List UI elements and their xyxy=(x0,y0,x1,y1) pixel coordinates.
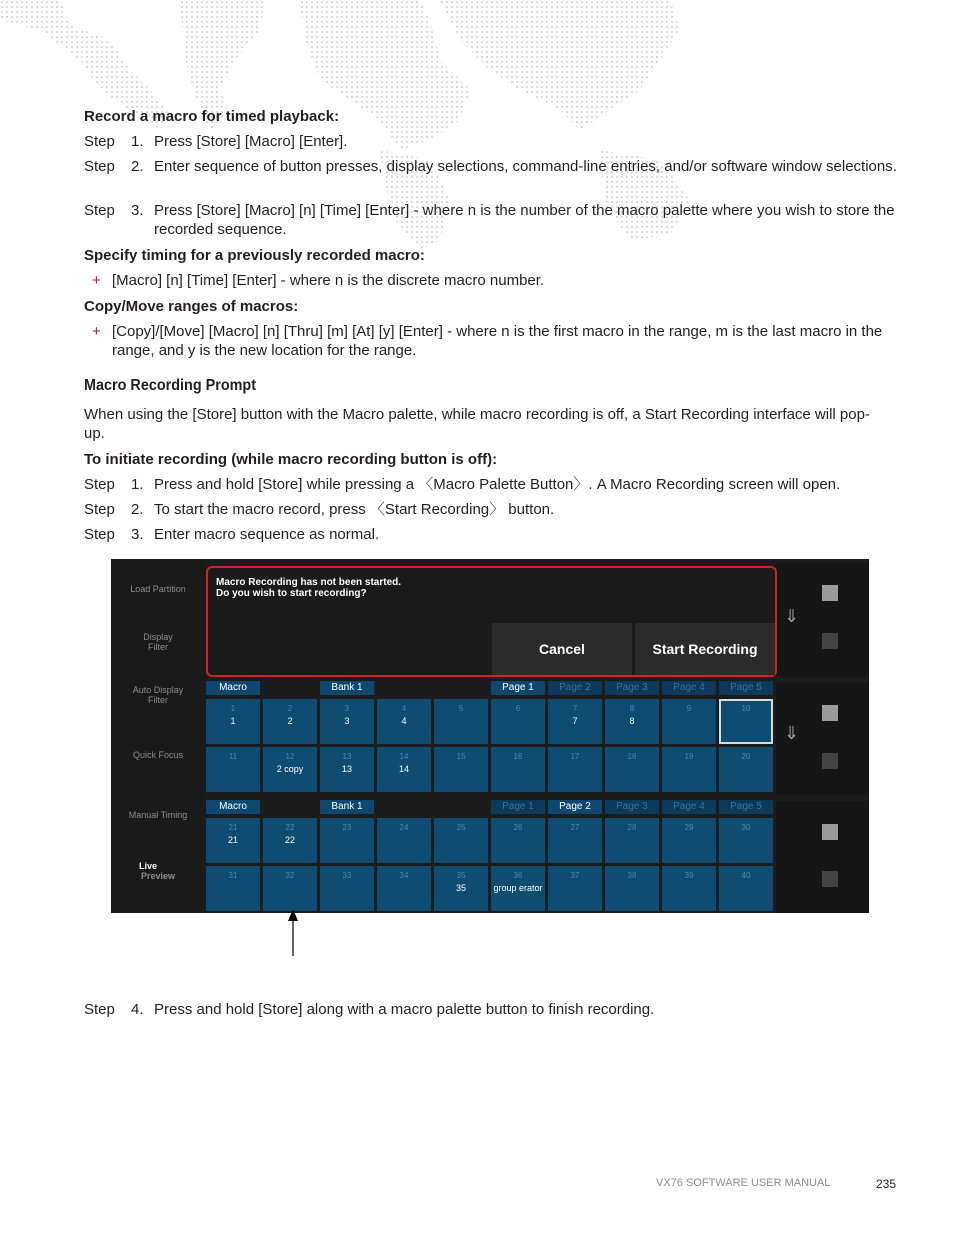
tile-number: 31 xyxy=(228,871,238,880)
section-title-macro-recording-prompt: Macro Recording Prompt xyxy=(84,377,257,394)
tile-number: 12 xyxy=(285,752,295,761)
tile-number: 26 xyxy=(513,823,523,832)
page-tab-5[interactable]: Page 5 xyxy=(719,681,773,695)
tile-label: 2 xyxy=(287,716,293,726)
macro-tile-32[interactable] xyxy=(263,866,317,911)
macro-tile-27[interactable] xyxy=(548,818,602,863)
tile-label: 14 xyxy=(398,764,409,774)
tile-label: group erator xyxy=(493,883,543,893)
macro-tile-30[interactable] xyxy=(719,818,773,863)
tile-number: 7 xyxy=(572,704,578,713)
macro-tile-20[interactable] xyxy=(719,747,773,792)
tile-number: 36 xyxy=(513,871,523,880)
macro-tile-14[interactable] xyxy=(377,747,431,792)
tile-label: 4 xyxy=(401,716,407,726)
page-tab-3[interactable]: Page 3 xyxy=(605,681,659,695)
footer-manual-title: VX76 SOFTWARE USER MANUAL xyxy=(656,1177,831,1189)
macro-tile-2[interactable] xyxy=(263,699,317,744)
macro-tile-17[interactable] xyxy=(548,747,602,792)
tile-number: 17 xyxy=(570,752,580,761)
right-panel-top xyxy=(776,562,869,677)
cancel-button[interactable]: Cancel xyxy=(492,623,632,675)
macro-tab[interactable]: Macro xyxy=(206,681,260,695)
macro-tile-13[interactable] xyxy=(320,747,374,792)
macro-tile-1[interactable] xyxy=(206,699,260,744)
macro-tile-33[interactable] xyxy=(320,866,374,911)
macro-tile-11[interactable] xyxy=(206,747,260,792)
square-button-dim[interactable] xyxy=(822,633,838,649)
macro-tile-18[interactable] xyxy=(605,747,659,792)
tile-number: 15 xyxy=(456,752,466,761)
step-number: 3. xyxy=(131,202,144,219)
tile-number: 24 xyxy=(399,823,409,832)
tile-label: 22 xyxy=(284,835,295,845)
macro-tile-29[interactable] xyxy=(662,818,716,863)
step-number: 4. xyxy=(131,1001,144,1018)
tile-number: 11 xyxy=(228,752,238,761)
dialog-line-2: Do you wish to start recording? xyxy=(216,588,367,599)
dialog-message xyxy=(216,577,401,599)
tile-label: 13 xyxy=(341,764,352,774)
tile-number: 29 xyxy=(684,823,694,832)
macro-tile-10[interactable] xyxy=(719,699,773,744)
step-label: Step xyxy=(84,202,115,219)
tile-number: 30 xyxy=(741,823,751,832)
macro-tile-35[interactable] xyxy=(434,866,488,911)
page-number: 235 xyxy=(876,1177,897,1191)
page-tab-2[interactable]: Page 2 xyxy=(548,681,602,695)
intro-paragraph: When using the [Store] button with the Macro palette, while macro recording is off, a Start Recording interface will pop-up. xyxy=(84,406,870,442)
page-tab-4[interactable]: Page 4 xyxy=(662,800,716,814)
step-text: Enter macro sequence as normal. xyxy=(154,526,380,543)
square-button[interactable] xyxy=(822,705,838,721)
tile-number: 34 xyxy=(399,871,409,880)
sidebar xyxy=(111,559,205,913)
page-tab-1[interactable]: Page 1 xyxy=(491,681,545,695)
tile-number: 13 xyxy=(342,752,352,761)
arrow-down-icon[interactable]: ⇓ xyxy=(784,606,800,626)
tile-number: 22 xyxy=(285,823,295,832)
macro-tile-40[interactable] xyxy=(719,866,773,911)
tile-number: 38 xyxy=(627,871,637,880)
macro-tile-19[interactable] xyxy=(662,747,716,792)
section-heading-copy-move: Copy/Move ranges of macros: xyxy=(84,298,299,315)
sidebar-item-display-filter[interactable]: Display Filter xyxy=(143,632,173,652)
tile-number: 20 xyxy=(741,752,751,761)
step-text: Press [Store] [Macro] [n] [Time] [Enter] - where n is the number of the macro palette where you wish to store the recorded sequence. xyxy=(154,202,895,238)
tile-number: 32 xyxy=(285,871,295,880)
subheading-initiate: To initiate recording (while macro recording button is off): xyxy=(84,451,498,468)
macro-tile-7[interactable] xyxy=(548,699,602,744)
square-button[interactable] xyxy=(822,824,838,840)
page-tab-4[interactable]: Page 4 xyxy=(662,681,716,695)
macro-tile-28[interactable] xyxy=(605,818,659,863)
macro-recording-screenshot xyxy=(111,559,869,913)
macro-tile-39[interactable] xyxy=(662,866,716,911)
macro-tile-37[interactable] xyxy=(548,866,602,911)
tile-number: 25 xyxy=(456,823,466,832)
right-panel-bottom xyxy=(776,801,869,913)
bank-tab[interactable]: Bank 1 xyxy=(320,800,374,814)
section-heading-timing: Specify timing for a previously recorded macro: xyxy=(84,247,425,264)
tile-number: 9 xyxy=(686,704,692,713)
sidebar-item-quick-focus[interactable]: Quick Focus xyxy=(132,750,183,760)
step-number: 1. xyxy=(131,133,144,150)
tile-label: 1 xyxy=(230,716,236,726)
square-button[interactable] xyxy=(822,585,838,601)
square-button-dim[interactable] xyxy=(822,871,838,887)
macro-tile-31[interactable] xyxy=(206,866,260,911)
step-number: 2. xyxy=(131,158,144,175)
plus-icon: + xyxy=(92,323,101,340)
preview-label[interactable]: Preview xyxy=(140,871,176,881)
step-number: 2. xyxy=(131,501,144,518)
section-heading-record: Record a macro for timed playback: xyxy=(84,108,340,125)
bullet-text: [Copy]/[Move] [Macro] [n] [Thru] [m] [At] [y] [Enter] - where n is the first macro in the range, m is the last macro in the range, and y is the new location for the range. xyxy=(112,323,883,359)
macro-tile-38[interactable] xyxy=(605,866,659,911)
tile-number: 33 xyxy=(342,871,352,880)
tile-label: 35 xyxy=(455,883,466,893)
macro-tab[interactable]: Macro xyxy=(206,800,260,814)
callout-arrow xyxy=(283,908,303,958)
macro-tile-25[interactable] xyxy=(434,818,488,863)
tile-number: 1 xyxy=(230,704,236,713)
live-label[interactable]: Live xyxy=(138,861,157,871)
square-button-dim[interactable] xyxy=(822,753,838,769)
step-text: Enter sequence of button presses, display selections, command-line entries, and/or software window selections. xyxy=(154,158,897,175)
sidebar-item-manual-timing[interactable]: Manual Timing xyxy=(128,810,188,820)
macro-tile-21[interactable] xyxy=(206,818,260,863)
macro-tile-15[interactable] xyxy=(434,747,488,792)
macro-tile-26[interactable] xyxy=(491,818,545,863)
tile-label: 2 copy xyxy=(276,764,304,774)
step-text: Press and hold [Store] along with a macro palette button to finish recording. xyxy=(154,1001,655,1018)
sidebar-item-auto-display-filter[interactable]: Auto Display Filter xyxy=(132,685,184,705)
macro-tile-22[interactable] xyxy=(263,818,317,863)
page-tab-5[interactable]: Page 5 xyxy=(719,800,773,814)
tile-number: 39 xyxy=(684,871,694,880)
step-label: Step xyxy=(84,133,115,150)
bullet-text: [Macro] [n] [Time] [Enter] - where n is the discrete macro number. xyxy=(112,272,545,289)
tile-number: 27 xyxy=(570,823,580,832)
step-label: Step xyxy=(84,501,115,518)
tile-number: 28 xyxy=(627,823,637,832)
arrow-down-icon[interactable]: ⇓ xyxy=(784,723,800,743)
tile-number: 37 xyxy=(570,871,580,880)
tile-number: 35 xyxy=(456,871,466,880)
tile-number: 6 xyxy=(515,704,521,713)
sidebar-item-load-partition[interactable]: Load Partition xyxy=(130,584,186,594)
macro-recording-dialog xyxy=(206,566,777,677)
tile-number: 3 xyxy=(344,704,350,713)
tile-number: 40 xyxy=(741,871,751,880)
tile-number: 5 xyxy=(458,704,464,713)
macro-tile-3[interactable] xyxy=(320,699,374,744)
macro-tile-5[interactable] xyxy=(434,699,488,744)
step-label: Step xyxy=(84,1001,115,1018)
macro-tile-6[interactable] xyxy=(491,699,545,744)
tile-number: 21 xyxy=(228,823,238,832)
step-text: Press [Store] [Macro] [Enter]. xyxy=(154,133,348,150)
bank-tab[interactable]: Bank 1 xyxy=(320,681,374,695)
tile-label: 8 xyxy=(629,716,635,726)
macro-tile-8[interactable] xyxy=(605,699,659,744)
step-text: Press and hold [Store] while pressing a 〈Macro Palette Button〉. A Macro Recording screen will open. xyxy=(154,476,841,493)
step-number: 1. xyxy=(131,476,144,493)
macro-tile-24[interactable] xyxy=(377,818,431,863)
macro-tile-12[interactable] xyxy=(263,747,317,792)
tile-number: 18 xyxy=(627,752,637,761)
tile-number: 23 xyxy=(342,823,352,832)
tile-number: 14 xyxy=(399,752,409,761)
tile-label: 7 xyxy=(572,716,578,726)
tile-label: 3 xyxy=(344,716,350,726)
plus-icon: + xyxy=(92,272,101,289)
tile-number: 8 xyxy=(629,704,635,713)
tile-number: 10 xyxy=(741,704,751,713)
tile-number: 16 xyxy=(513,752,523,761)
macro-tile-23[interactable] xyxy=(320,818,374,863)
macro-tile-9[interactable] xyxy=(662,699,716,744)
right-panel-middle xyxy=(776,682,869,795)
dialog-line-1: Macro Recording has not been started. xyxy=(216,577,402,588)
macro-tile-34[interactable] xyxy=(377,866,431,911)
step-label: Step xyxy=(84,476,115,493)
start-recording-button[interactable]: Start Recording xyxy=(635,623,775,675)
macro-tile-16[interactable] xyxy=(491,747,545,792)
tile-number: 2 xyxy=(287,704,293,713)
page-tab-1[interactable]: Page 1 xyxy=(491,800,545,814)
tile-number: 19 xyxy=(684,752,694,761)
step-label: Step xyxy=(84,158,115,175)
page-tab-2[interactable]: Page 2 xyxy=(548,800,602,814)
macro-tile-4[interactable] xyxy=(377,699,431,744)
step-label: Step xyxy=(84,526,115,543)
macro-tile-36[interactable] xyxy=(491,866,545,911)
step-number: 3. xyxy=(131,526,144,543)
step-text: To start the macro record, press 〈Start Recording〉 button. xyxy=(154,501,555,518)
tile-label: 21 xyxy=(227,835,238,845)
tile-number: 4 xyxy=(401,704,407,713)
page-tab-3[interactable]: Page 3 xyxy=(605,800,659,814)
